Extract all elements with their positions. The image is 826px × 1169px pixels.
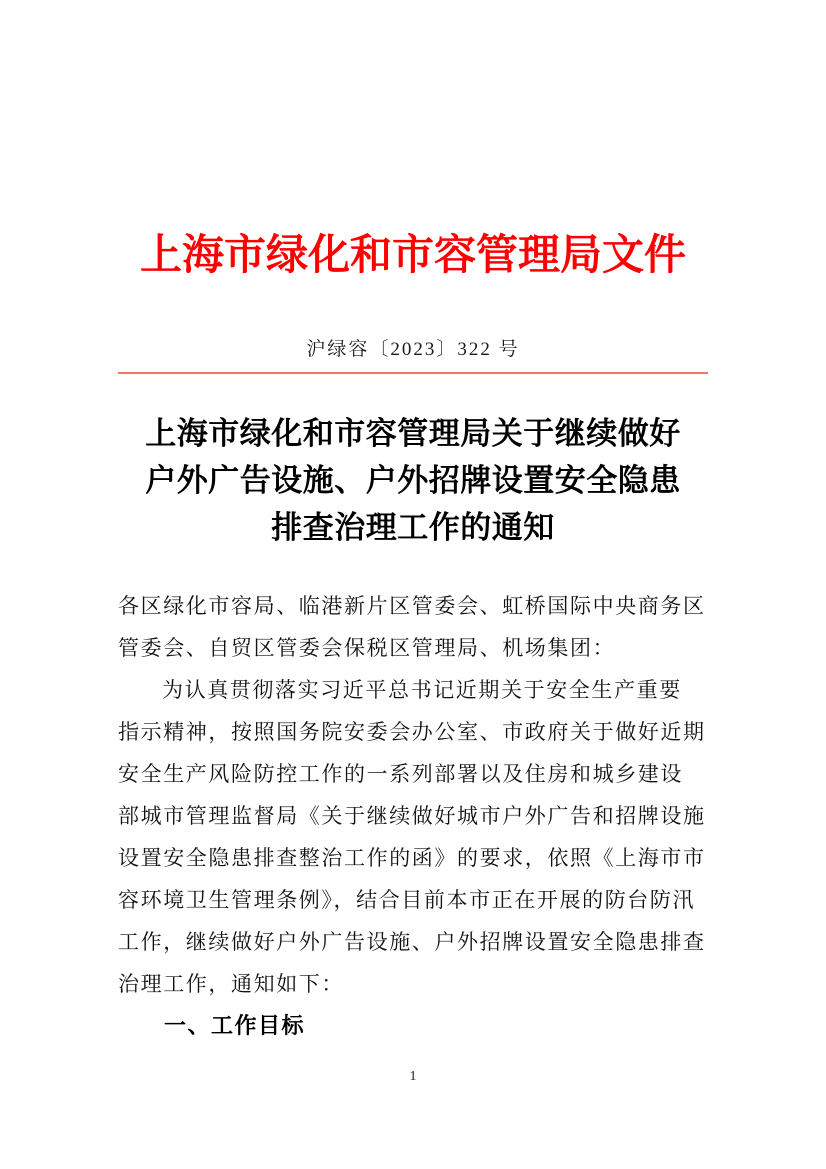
body-line-paragraph-1: 为认真贯彻落实习近平总书记近期关于安全生产重要 xyxy=(162,678,682,702)
section-heading-work-goals: 一、工作目标 xyxy=(164,1013,306,1038)
document-title-line-1: 上海市绿化和市容管理局关于继续做好 xyxy=(145,416,681,451)
document-title-line-2: 户外广告设施、户外招牌设置安全隐患 xyxy=(145,463,681,498)
body-line-paragraph-7: 工作，继续做好户外广告设施、户外招牌设置安全隐患排查 xyxy=(118,930,706,954)
document-body xyxy=(118,585,708,1047)
body-line-paragraph-5: 设置安全隐患排查整治工作的函》的要求，依照《上海市市 xyxy=(118,846,706,870)
document-number: 沪绿容〔2023〕322 号 xyxy=(306,339,520,360)
letterhead-divider-rule xyxy=(118,372,708,374)
body-line-recipients-2: 管委会、自贸区管委会保税区管理局、机场集团： xyxy=(118,636,616,660)
document-title-line-3: 排查治理工作的通知 xyxy=(271,510,555,545)
body-line-recipients-1: 各区绿化市容局、临港新片区管委会、虹桥国际中央商务区 xyxy=(118,594,706,618)
body-line-paragraph-2: 指示精神，按照国务院安委会办公室、市政府关于做好近期 xyxy=(118,720,706,744)
document-title xyxy=(118,410,708,551)
body-line-paragraph-8: 治理工作，通知如下： xyxy=(118,972,344,996)
page-number: 1 xyxy=(409,1069,417,1084)
body-line-paragraph-6: 容环境卫生管理条例》，结合目前本市正在开展的防台防汛 xyxy=(118,888,696,912)
body-line-paragraph-4: 部城市管理监督局《关于继续做好城市户外广告和招牌设施 xyxy=(118,804,706,828)
agency-letterhead-title: 上海市绿化和市容管理局文件 xyxy=(139,233,686,279)
body-line-paragraph-3: 安全生产风险防控工作的一系列部署以及住房和城乡建设 xyxy=(118,762,683,786)
